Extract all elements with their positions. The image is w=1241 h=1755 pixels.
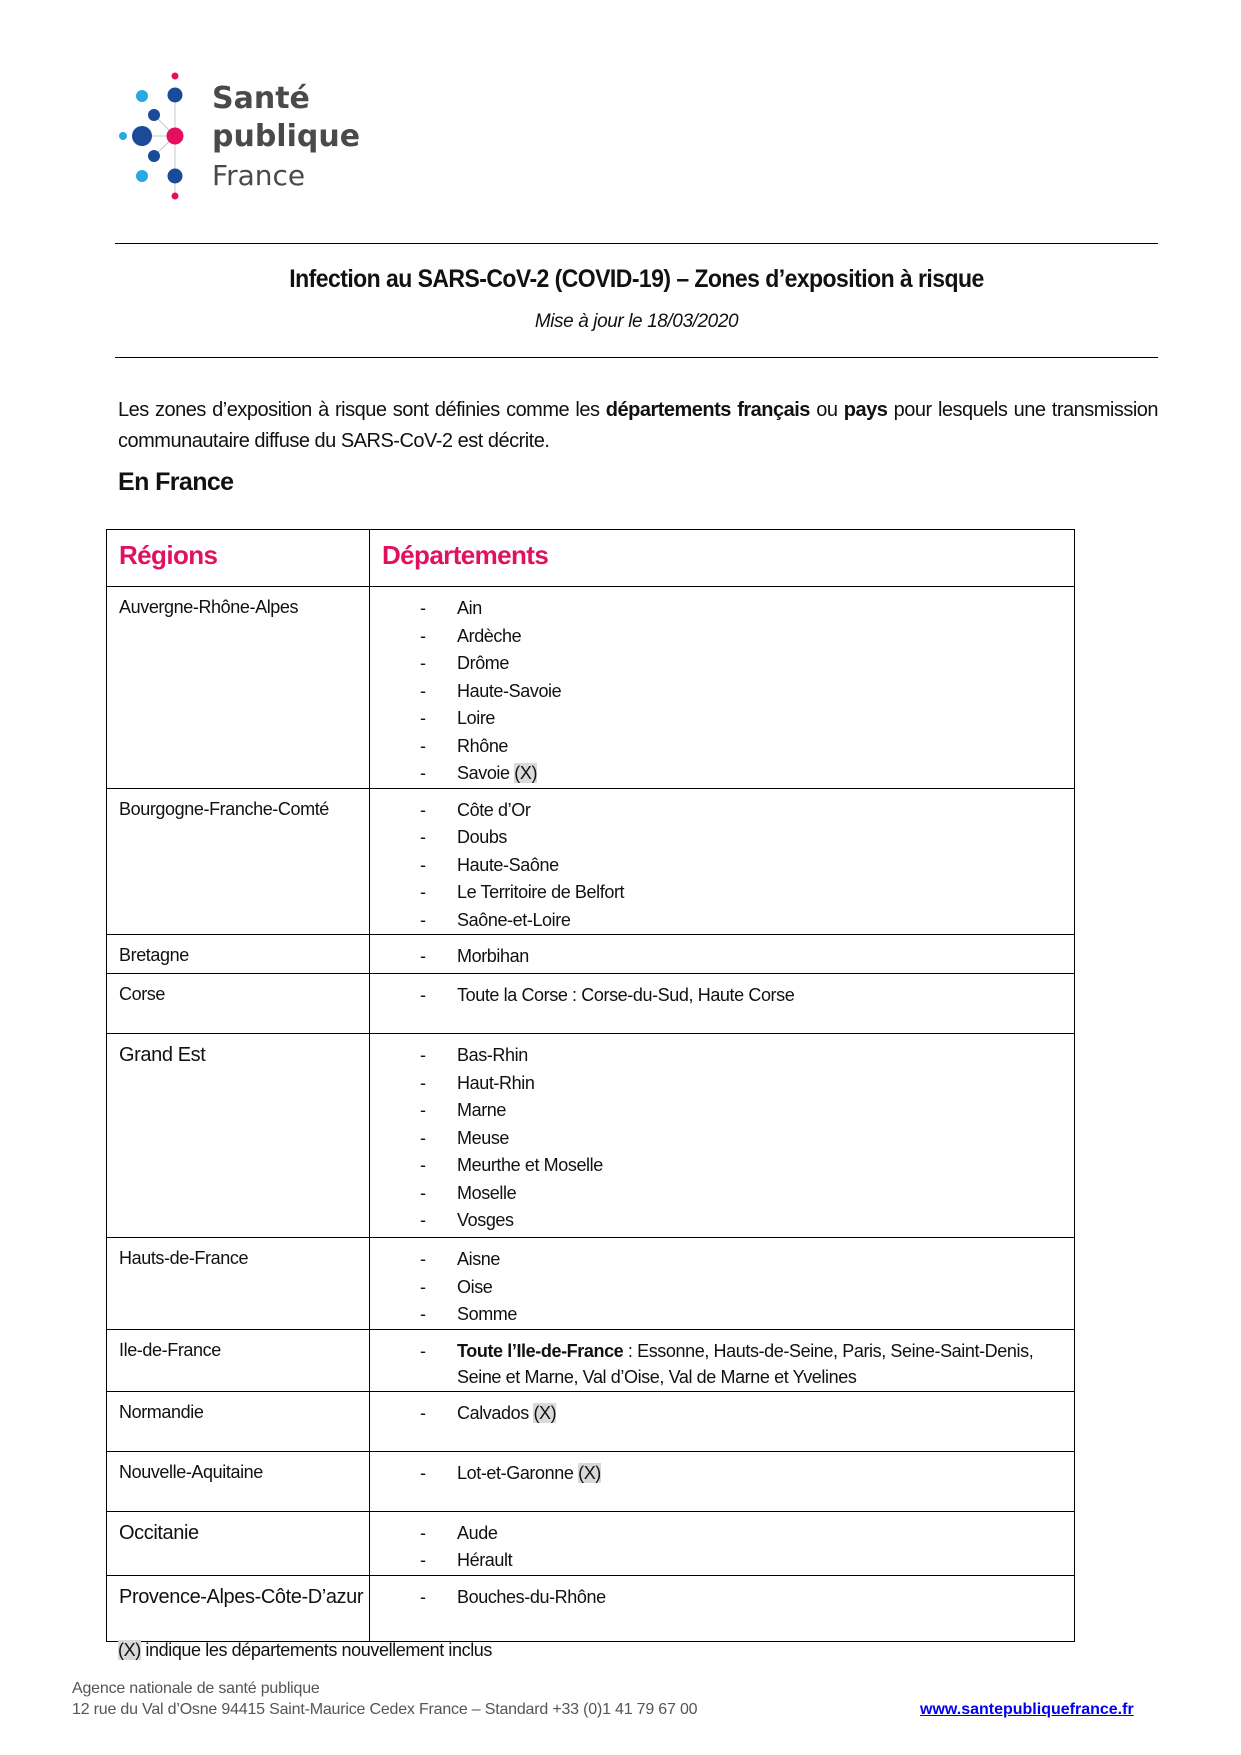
- intro-paragraph: [118, 395, 1158, 457]
- footnote-text: indique les départements nouvellement inclus: [140, 1640, 493, 1660]
- departements-list: [370, 595, 1074, 788]
- logo-text-publique: publique: [212, 119, 361, 154]
- departements-list: [370, 1246, 1074, 1329]
- departements-cell: [370, 587, 1075, 789]
- departements-list: [370, 797, 1074, 935]
- departement-item: [370, 1274, 1074, 1302]
- header-regions: Régions: [107, 530, 370, 587]
- region-cell: Provence-Alpes-Côte-D’azur: [107, 1575, 370, 1641]
- departement-item: [370, 1520, 1074, 1548]
- departement-name: Bouches-du-Rhône: [457, 1586, 606, 1607]
- departement-name: Oise: [457, 1276, 493, 1297]
- departement-item: [370, 595, 1074, 623]
- footnote: [118, 1640, 492, 1661]
- departement-item: [370, 1584, 1074, 1612]
- departement-item: [370, 760, 1074, 788]
- departement-name: Aisne: [457, 1249, 501, 1269]
- new-marker: (X): [533, 1402, 557, 1423]
- departement-name: Doubs: [457, 827, 508, 847]
- departements-cell: [370, 1391, 1075, 1451]
- new-marker: (X): [578, 1462, 601, 1483]
- header-departements: Départements: [370, 530, 1075, 587]
- intro-text-1: Les zones d’exposition à risque sont définies comme les: [118, 399, 606, 421]
- departement-name: Côte d’Or: [457, 799, 531, 820]
- departement-item: [370, 705, 1074, 733]
- region-cell: Bretagne: [107, 935, 370, 974]
- departement-name: Loire: [457, 708, 496, 728]
- departement-name: Bas-Rhin: [457, 1045, 528, 1065]
- departements-cell: [370, 1329, 1075, 1391]
- departement-name: Marne: [457, 1100, 507, 1120]
- departement-item: [370, 1125, 1074, 1153]
- departement-item: [370, 797, 1074, 825]
- departements-list: [370, 1042, 1074, 1235]
- new-marker: (X): [118, 1640, 141, 1660]
- zones-table: [106, 529, 1075, 1642]
- departement-name: Drôme: [457, 653, 510, 673]
- departement-name: Haute-Savoie: [457, 680, 562, 701]
- santé-publique-france-logo: [112, 70, 372, 220]
- departement-item: [370, 1207, 1074, 1235]
- departement-name: Haut-Rhin: [457, 1072, 535, 1093]
- table-row: [107, 587, 1075, 789]
- departement-item: [370, 678, 1074, 706]
- intro-bold-pays: pays: [843, 399, 888, 421]
- departements-list: [370, 1520, 1074, 1575]
- intro-text-3: pour lesquels une transmission communautaire diffuse du SARS-CoV-2 est décrite.: [118, 399, 1159, 452]
- departement-rest: : Essonne, Hauts-de-Seine, Paris, Seine-Saint-Denis, Seine et Marne, Val d’Oise, Val de Marne et Yvelines: [457, 1340, 1034, 1387]
- departements-cell: [370, 1238, 1075, 1330]
- departement-name: Somme: [457, 1304, 518, 1324]
- departement-name: Aude: [457, 1522, 498, 1543]
- departement-name: Rhône: [457, 735, 509, 756]
- departement-name: Toute la Corse : Corse-du-Sud, Haute Corse: [457, 985, 795, 1005]
- intro-text-2: ou: [809, 399, 844, 421]
- departement-name: Ardèche: [457, 625, 522, 646]
- departement-item: [370, 824, 1074, 852]
- departement-item: [370, 733, 1074, 761]
- departements-list: [370, 1460, 1074, 1488]
- update-date: Mise à jour le 18/03/2020: [534, 311, 739, 332]
- departement-item: [370, 1547, 1074, 1575]
- departement-item: [370, 1097, 1074, 1125]
- departement-name: Meurthe et Moselle: [457, 1155, 603, 1175]
- departements-list: [370, 943, 1074, 971]
- website-link[interactable]: www.santepubliquefrance.fr: [920, 1701, 1134, 1718]
- region-cell: Nouvelle-Aquitaine: [107, 1451, 370, 1511]
- region-cell: Corse: [107, 974, 370, 1034]
- table-row: [107, 974, 1075, 1034]
- departement-name: Vosges: [457, 1210, 514, 1230]
- departement-item: [370, 982, 1074, 1010]
- table-header-row: [107, 530, 1075, 587]
- region-cell: Auvergne-Rhône-Alpes: [107, 587, 370, 789]
- departement-item: [370, 879, 1074, 907]
- departement-item: [370, 943, 1074, 971]
- region-cell: Grand Est: [107, 1034, 370, 1238]
- departements-list: [370, 982, 1074, 1010]
- departement-name: Savoie: [457, 763, 510, 783]
- departement-item: [370, 1246, 1074, 1274]
- region-cell: Normandie: [107, 1391, 370, 1451]
- footer-address: 12 rue du Val d’Osne 94415 Saint-Maurice Cedex France – Standard +33 (0)1 41 79 67 00: [72, 1701, 698, 1718]
- region-cell: Bourgogne-Franche-Comté: [107, 788, 370, 935]
- departements-cell: [370, 788, 1075, 935]
- new-marker: (X): [514, 763, 538, 783]
- document-title: Infection au SARS-CoV-2 (COVID-19) – Zones d’exposition à risque: [289, 265, 984, 293]
- logo-molecule-icon: [112, 70, 212, 220]
- intro-bold-departements: départements français: [605, 399, 810, 421]
- region-cell: Ile-de-France: [107, 1329, 370, 1391]
- departements-cell: [370, 1451, 1075, 1511]
- departement-item: [370, 1152, 1074, 1180]
- table-row: [107, 1238, 1075, 1330]
- table-row: [107, 1451, 1075, 1511]
- departements-cell: [370, 1511, 1075, 1575]
- departement-item: [370, 1301, 1074, 1329]
- section-title-en-france: En France: [118, 468, 234, 496]
- departement-name: Moselle: [457, 1182, 517, 1203]
- departement-name: Meuse: [457, 1127, 510, 1148]
- departement-item: [370, 1338, 1074, 1390]
- region-cell: Occitanie: [107, 1511, 370, 1575]
- departement-item: [370, 650, 1074, 678]
- departement-item: [370, 907, 1074, 935]
- departement-bold: Toute l’Ile-de-France: [457, 1340, 624, 1361]
- departement-name: Le Territoire de Belfort: [457, 882, 625, 902]
- departement-item: [370, 852, 1074, 880]
- departement-name: Saône-et-Loire: [457, 909, 571, 930]
- departements-cell: [370, 974, 1075, 1034]
- departement-item: [370, 623, 1074, 651]
- footer-agency: Agence nationale de santé publique: [72, 1680, 320, 1697]
- table-row: [107, 788, 1075, 935]
- departement-item: [370, 1042, 1074, 1070]
- departements-list: [370, 1400, 1074, 1428]
- region-cell: Hauts-de-France: [107, 1238, 370, 1330]
- departement-name: Ain: [457, 598, 482, 618]
- table-row: [107, 935, 1075, 974]
- departement-item: [370, 1070, 1074, 1098]
- bottom-divider: [115, 357, 1158, 358]
- table-row: [107, 1575, 1075, 1641]
- departement-name: Haute-Saône: [457, 854, 559, 875]
- departements-cell: [370, 1034, 1075, 1238]
- departement-name: Calvados: [457, 1402, 529, 1423]
- logo-text-france: France: [212, 159, 306, 192]
- departement-name: Morbihan: [457, 946, 529, 966]
- departement-item: [370, 1460, 1074, 1488]
- departements-cell: [370, 935, 1075, 974]
- top-divider: [115, 243, 1158, 244]
- departement-item: [370, 1180, 1074, 1208]
- departements-cell: [370, 1575, 1075, 1641]
- table-row: [107, 1329, 1075, 1391]
- table-row: [107, 1034, 1075, 1238]
- logo-text-sante: Santé: [212, 81, 310, 116]
- departement-name: Hérault: [457, 1550, 513, 1570]
- table-row: [107, 1511, 1075, 1575]
- departements-list: [370, 1584, 1074, 1612]
- departement-name: Lot-et-Garonne: [457, 1462, 574, 1483]
- departement-item: [370, 1400, 1074, 1428]
- table-row: [107, 1391, 1075, 1451]
- departements-list: [370, 1338, 1074, 1390]
